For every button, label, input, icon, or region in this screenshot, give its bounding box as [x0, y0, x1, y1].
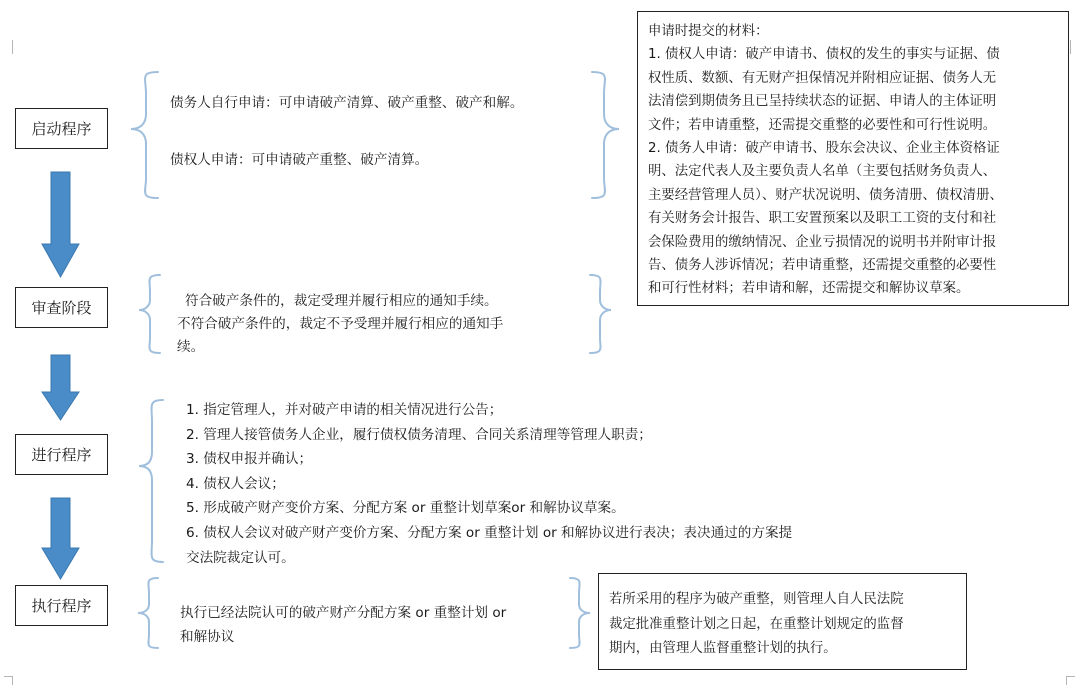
materials-note-line: 和可行性材料；若申请和解，还需提交和解协议草案。 [648, 281, 970, 297]
execute-stage-content [180, 601, 506, 649]
materials-note-line: 权性质、数额、有无财产担保情况并附相应证据、债务人无 [648, 70, 997, 86]
supervision-note-line: 期内，由管理人监督重整计划的执行。 [609, 641, 837, 656]
stage-box-execute [15, 585, 108, 626]
brace-execute-left [138, 578, 158, 648]
flow-arrow-proceed-to-execute [42, 498, 79, 579]
brace-review-left [139, 275, 160, 353]
review-line: 符合破产条件的，裁定受理并履行相应的通知手续。 [185, 293, 498, 309]
stage-box-proceed [15, 434, 108, 475]
brace-proceed-left [139, 400, 163, 562]
review-stage-content [177, 290, 504, 359]
start-item-creditor: 债权人申请：可申请破产重整、破产清算。 [170, 151, 429, 168]
materials-note-line: 法清偿到期债务且已呈持续状态的证据、申请人的主体证明 [648, 94, 997, 110]
brace-execute-right [570, 578, 590, 648]
materials-note-line: 文件；若申请重整，还需提交重整的必要性和可行性说明。 [648, 117, 997, 133]
brace-review-right [590, 275, 611, 353]
stage-label-start: 启动程序 [31, 120, 92, 138]
proceed-line: 3. 债权申报并确认； [186, 451, 313, 468]
review-line: 续。 [177, 339, 205, 355]
start-item-debtor: 债务人自行申请：可申请破产清算、破产重整、破产和解。 [170, 95, 524, 111]
review-line: 不符合破产条件的，裁定不予受理并履行相应的通知手 [177, 316, 504, 332]
materials-note-line: 2. 债务人申请：破产申请书、股东会决议、企业主体资格证 [648, 141, 1000, 157]
materials-note-line: 主要经营管理人员）、财产状况说明、债务清册、债权清册、 [648, 187, 1003, 203]
supervision-note-line: 裁定批准重整计划之日起，在重整计划规定的监督 [609, 616, 904, 632]
materials-note-line: 有关财务会计报告、职工安置预案以及职工工资的支付和社 [648, 211, 997, 227]
proceed-line: 2. 管理人接管债务人企业，履行债权债务清理、合同关系清理等管理人职责； [186, 426, 652, 443]
materials-note-line: 会保险费用的缴纳情况、企业亏损情况的说明书并附审计报 [648, 234, 997, 250]
materials-note-line: 明、法定代表人及主要负责人名单（主要包括财务负责人、 [648, 164, 997, 180]
supervision-note-line: 若所采用的程序为破产重整，则管理人自人民法院 [609, 592, 904, 607]
flow-arrow-review-to-proceed [42, 355, 79, 420]
proceed-stage-content [186, 398, 792, 570]
proceed-line: 4. 债权人会议； [186, 475, 285, 492]
proceed-line: 交法院裁定认可。 [186, 549, 295, 566]
stage-label-review: 审查阶段 [31, 299, 92, 317]
supervision-note-box [598, 573, 967, 670]
proceed-line: 1. 指定管理人，并对破产申请的相关情况进行公告； [186, 402, 503, 418]
stage-box-review [15, 287, 108, 328]
execute-line: 执行已经法院认可的破产财产分配方案 or 重整计划 or [180, 605, 507, 621]
stage-label-proceed: 进行程序 [31, 446, 92, 464]
brace-start-right [592, 72, 619, 198]
proceed-line: 5. 形成破产财产变价方案、分配方案 or 重整计划草案or 和解协议草案。 [186, 500, 625, 517]
brace-start-left [131, 72, 158, 198]
materials-note-box [637, 11, 1069, 306]
stage-label-execute: 执行程序 [31, 597, 92, 615]
proceed-line: 6. 债权人会议对破产财产变价方案、分配方案 or 重整计划 or 和解协议进行表决；表决通过的方案提 [186, 524, 793, 541]
stage-box-start [15, 108, 108, 149]
execute-line: 和解协议 [180, 629, 235, 645]
materials-note-line: 1. 债权人申请：破产申请书、债权的发生的事实与证据、债 [648, 47, 1000, 63]
materials-note-line: 告、债务人涉诉情况；若申请重整，还需提交重整的必要性 [648, 258, 997, 274]
start-stage-content [170, 91, 523, 172]
flow-arrow-start-to-review [42, 172, 79, 277]
materials-note-title: 申请时提交的材料： [648, 24, 769, 39]
